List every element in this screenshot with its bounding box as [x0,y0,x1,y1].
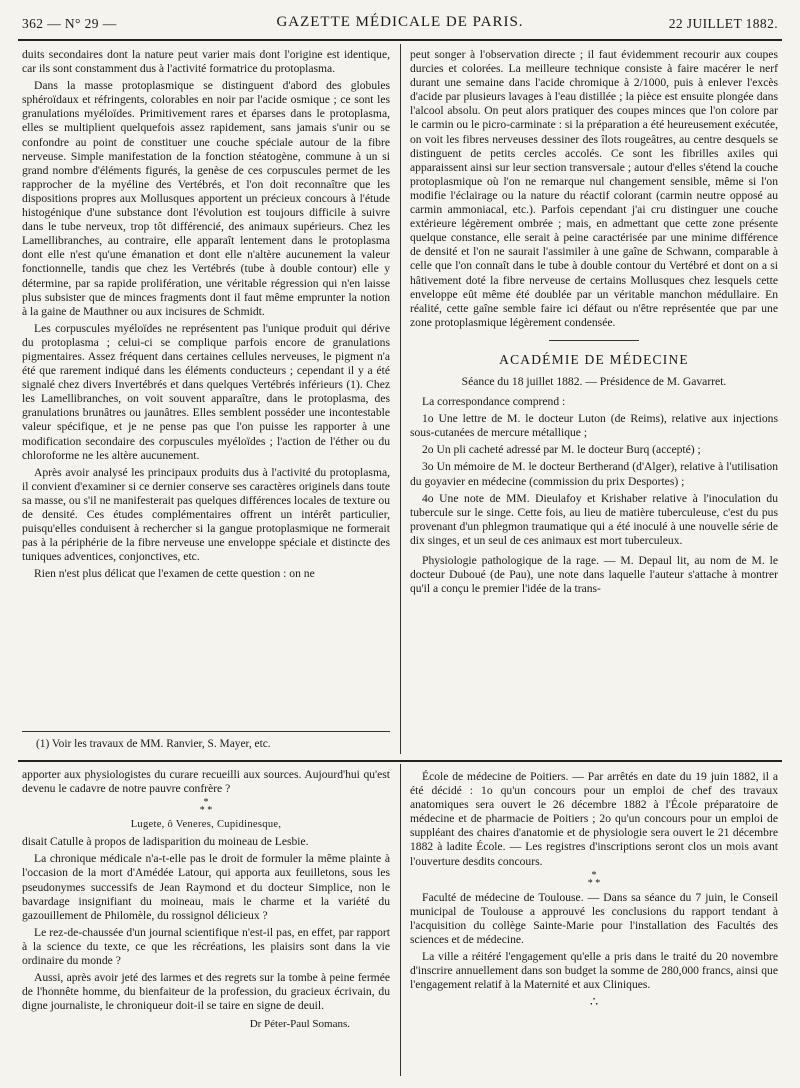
article-column-left [22,48,390,740]
column-divider [400,764,401,1076]
news-item: École de médecine de Poitiers. — Par arrêtés en date du 19 juin 1882, il a été décidé : 1o qu'un concours pour un emploi de chef des travaux anatomiques sera ouvert le 26 décembre 1882 à l'École préparatoire de médecine et de pharmacie de Poitiers ; 2o qu'un concours pour un emploi de suppléant des chaires d'anatomie et de physiologie sera ouvert le 21 décembre 1882 à ladite École. — Les registres d'inscriptions seront clos un mois avant l'ouverture desdits concours. [410,770,778,868]
paragraph: Les corpuscules myéloïdes ne représentent pas l'unique produit qui dérive du protoplasma ; celui-ci se complique parfois encore de granulations pigmentaires. Assez fréquent dans certaines cellules nerveuses, le pigment n'a été que rarement indiqué dans les éléments conducteurs ; cependant il y a été signalé chez divers Invertébrés et dans quelques Vertébrés inférieurs (1). Chez les Lamellibranches, on voit souvent apparaître, dans le protoplasma, des granulations brunâtres ou jaunâtres. Elles semblent posséder une incontestable valeur spécifique, et je ne pense pas que l'on puisse les rapporter à une modification secondaire des corpuscules myéloïdes ; l'action de l'éther ou du chloroforme ne les altère aucunement. [22,321,390,462]
list-item: 2o Un pli cacheté adressé par M. le docteur Burq (accepté) ; [422,443,701,457]
feuilleton-column-left [22,768,390,1073]
paragraph: Le rez-de-chaussée d'un journal scientifique n'est-il pas, en effet, par rapport à la science du texte, ce que les récréations, les plaisirs sont dans la vie ordinaire du monde ? [22,925,390,968]
issue-date: 22 JUILLET 1882. [668,16,778,31]
signature: Dr Péter-Paul Somans. [249,1018,350,1031]
paragraph: Après avoir analysé les principaux produits dus à l'activité du protoplasma, il convient d'examiner si ce dernier conserve ses caractères originels dans toute sa masse, ou s'il ne manifesterait pas quelques différences locales de texture ou de densité. Ces études complémentaires offrent un intérêt particulier, puisqu'elles conduisent à rechercher si la gangue protoplasmique ne formerait pas à la périphérie de la fibre nerveuse une enveloppe spéciale et distincte des tuniques adventices, conjonctives, etc. [22,465,390,564]
header-rule [18,39,782,41]
news-item: La ville a réitéré l'engagement qu'elle a pris dans le traité du 20 novembre d'inscrire annuellement dans son budget la somme de 280,000 francs, ainsi que l'engagement relatif à la Maternité et aux Cliniques. [410,950,778,992]
list-item: 3o Un mémoire de M. le docteur Bertherand (d'Alger), relative à l'utilisation du goyavier en médecine (commission du prix Desportes) ; [410,460,778,488]
feuilleton-rule [18,760,782,762]
quotation: Lugete, ô Veneres, Cupidinesque, [130,819,282,831]
section-title: ACADÉMIE DE MÉDECINE [499,351,689,367]
end-ornament: ∴ [589,994,599,1010]
list-item: 1o Une lettre de M. le docteur Luton (de Reims), relative aux injections sous-cutanées de mercure métallique ; [410,412,778,440]
paragraph: Dans la masse protoplasmique se distinguent d'abord des globules sphéroïdaux et réfringents, colorables en noir par l'acide osmique ; ce sont les granulations myéloïdes. Primitivement rares et éparses dans le protoplasma, elles se multiplient quelquefois assez rapidement, sans jamais s'unir ou se confondre au point de constituer une couche spéciale autour de la fibre nerveuse. Simple manifestation de la fonction stéatogène, commune à un si grand nombre d'éléments figurés, la genèse de ces corpuscules permet de les rapprocher de la myéline des Vertébrés, et l'on doit reconnaître que les dispositions propres aux Mollusques apportent un précieux concours à l'étude histogénique d'une substance dont l'évolution est toujours difficile à suivre dans le tube nerveux, trop tôt différencié, des animaux supérieurs. Chez les Lamellibranches, au contraire, elle apparaît lentement dans le protoplasma dont elle n'est qu'une émanation et dont elle n'altère aucunement la valeur fonctionnelle, tandis que chez les Vertébrés (tube à double contour) elle y détermine, par sa rapide prolifération, une véritable régression qui n'en laisse plus subsister que de minces fragments dont il faut même emprunter la notion à la gaine de Mauthner ou aux incisures de Schmidt. [22,79,390,318]
asterism: * * * [199,797,213,817]
paragraph: Aussi, après avoir jeté des larmes et des regrets sur la tombe à peine fermée de l'honnête homme, du bienfaiteur de la profession, du gracieux écrivain, du digne journaliste, le chroniqueur doit-il se taire en signe de deuil. [22,971,390,1013]
paragraph: peut songer à l'observation directe ; il faut évidemment recourir aux coupes durcies et colorées. La meilleure technique consiste à faire macérer le nerf durant une semaine dans l'acide chromique à 2/1000, puis à enlever l'excès d'acide par plusieurs lavages à l'eau distillée ; la pièce est ensuite plongée dans l'alcool absolu. On peut alors pratiquer des coupes minces que l'on colore par le carmin ou le picro-carminate : si la préparation a été heureusement exécutée, on voit les fibres nerveuses dessiner des îlots rougeâtres, au centre desquels se distinguent de petits cercles accolés. Ce sont les fibrilles axiles qui apparaissent ainsi sur leur section transversale ; autour d'elles s'étend la couche protoplasmique où l'on ne remarque nul changement sensible, même si l'on modifie l'éclairage ou la nature du réactif colorant (carmin neutre opposé au carmin ammoniacal, etc.). Parfois cependant j'ai cru distinguer une couche extérieure légèrement ombrée ; mais, en admettant que cette zone présente quelque constance, elle serait à peine caractérisée par une minime différence de densité et l'on ne saurait l'assimiler à une gaîne de Schwann, comparable à celle que l'on connaît dans le tube à double contour du Vertébré et dont on a si hâtivement doté la fibre nerveuse de certains Mollusques chez lesquels cette enveloppe eût même été doublée par un véritable manchon médullaire. En réalité, cette gaîne semble faire ici défaut ou n'être représentée que par une zone protoplasmique légèrement condensée. [410,48,778,329]
paragraph: Physiologie pathologique de la rage. — M. Depaul lit, au nom de M. le docteur Duboué (de Pau), une note dans laquelle l'auteur s'attache à montrer qu'il a conçu le premier l'idée de la trans- [410,554,778,596]
footnote-rule [22,731,390,732]
news-item: Faculté de médecine de Toulouse. — Dans sa séance du 7 juin, le Conseil municipal de Toulouse a approuvé les conclusions du rapport tendant à l'acquisition du collège Sainte-Marie pour l'installation des Facultés des sciences et de médecine. [410,890,778,946]
journal-title: GAZETTE MÉDICALE DE PARIS. [276,14,524,30]
asterism: * * * [587,869,601,889]
paragraph: apporter aux physiologistes du curare recueilli aux sources. Aujourd'hui qu'est devenu le cadavre de notre pauvre confrère ? [22,768,390,796]
page-number: 362 — N° 29 — [22,16,117,31]
column-divider [400,44,401,754]
paragraph: disait Catulle à propos de ladisparition du moineau de Lesbie. [22,835,309,849]
footnote: (1) Voir les travaux de MM. Ranvier, S. Mayer, etc. [36,738,271,750]
session-line: Séance du 18 juillet 1882. — Présidence de M. Gavarret. [461,374,727,388]
paragraph: La correspondance comprend : [422,395,566,409]
article-column-right [410,48,778,756]
list-item: 4o Une note de MM. Dieulafoy et Krishaber relative à l'inoculation du tubercule sur le singe. Cette fois, au lieu de matière tuberculeuse, c'est du pus provenant d'un phlegmon traumatique qui a été inoculé à une nouvelle série de dix singes, et un seul de ces animaux est mort tuberculeux. [410,491,778,547]
paragraph: Rien n'est plus délicat que l'examen de cette question : on ne [34,567,315,581]
section-rule [549,340,639,341]
paragraph: La chronique médicale n'a-t-elle pas le droit de formuler la même plainte à l'occasion de la mort d'Amédée Latour, qui apporta aux feuilletons, sous les pseudonymes successifs de Jean Raymond et du docteur Simplice, non le bavardage insignifiant du moineau, mais le charme et la variété du gazouillement de Philomèle, du rossignol délicieux ? [22,852,390,922]
news-column-right [410,770,778,1075]
page-header [22,14,778,36]
paragraph: duits secondaires dont la nature peut varier mais dont l'origine est identique, car ils sont constamment dus à l'activité formatrice du protoplasma. [22,48,390,76]
